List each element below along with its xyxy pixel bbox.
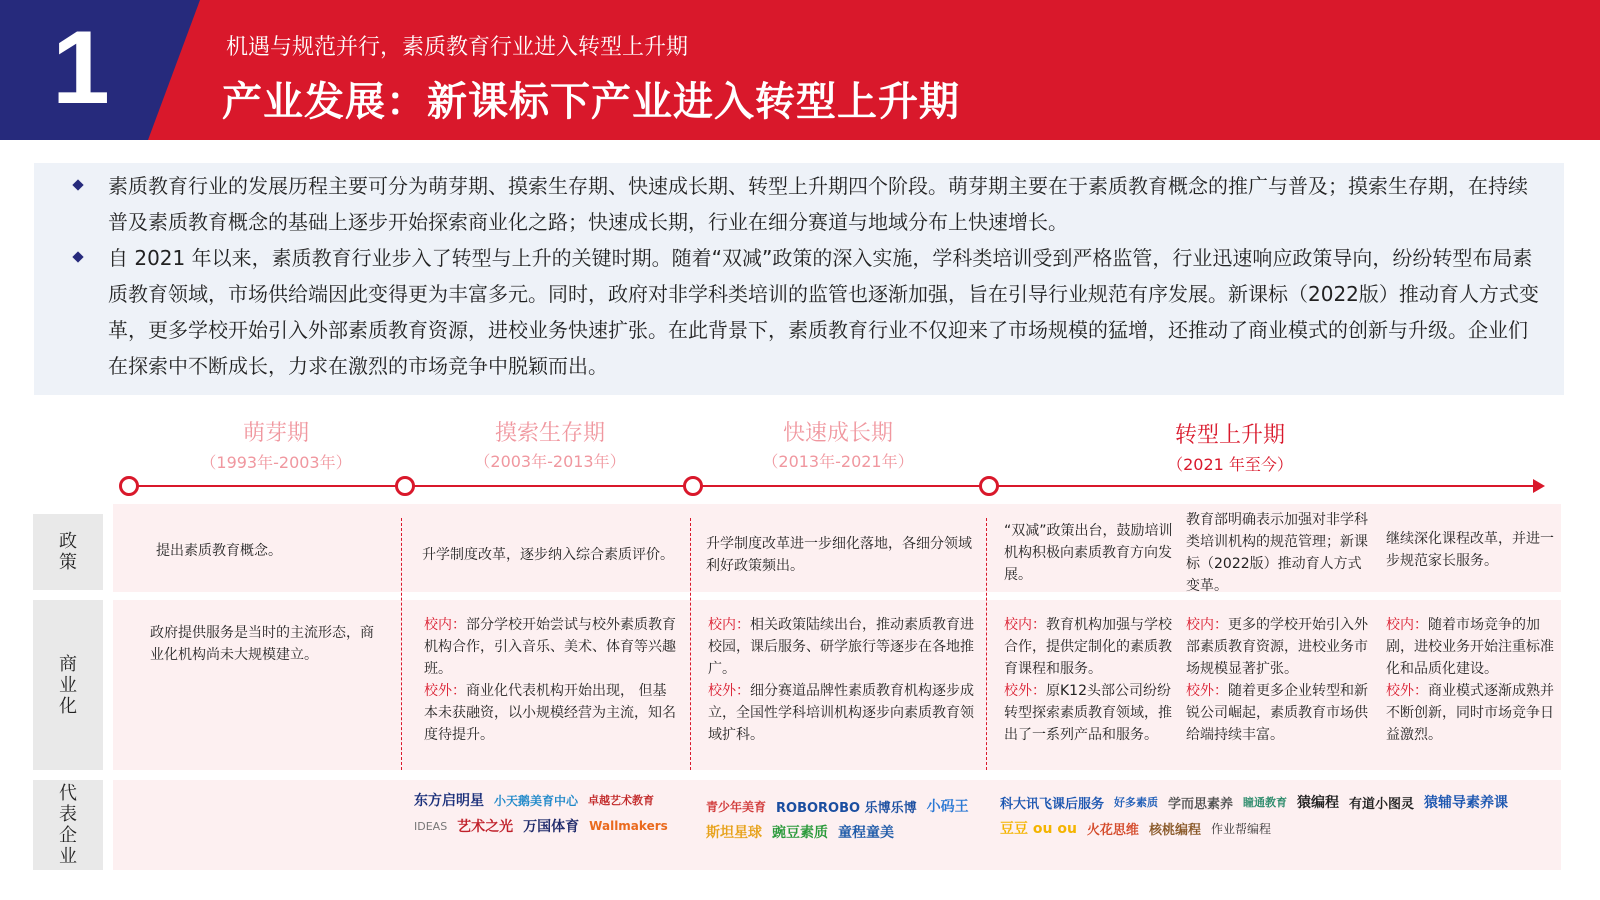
company-logo: 卓越艺术教育	[588, 794, 655, 807]
company-logo: 艺术之光	[457, 819, 514, 835]
policy-cell: 教育部明确表示加强对非学科类培训机构的规范管理；新课标（2022版）推动育人方式变革。	[1186, 512, 1368, 594]
stage-period-2: （2003年-2013年）	[474, 452, 626, 471]
school-in-text: 校内：教育机构加强与学校合作，提供定制化的素质教育课程和服务。	[1004, 617, 1172, 677]
school-out-text: 校外：原K12头部公司纷纷转型探索素质教育领域，推出了一系列产品和服务。	[1004, 683, 1172, 743]
stage-name-2: 摸索生存期	[494, 421, 605, 446]
stage-name-4: 转型上升期	[1174, 423, 1285, 448]
company-logo: 猿辅导素养课	[1424, 795, 1509, 811]
school-out-text: 校外：随着更多企业转型和新锐公司崛起，素质教育市场供给端持续丰富。	[1186, 683, 1368, 743]
school-in-text: 校内：部分学校开始尝试与校外素质教育机构合作，引入音乐、美术、体育等兴趣班。	[424, 617, 676, 677]
row-label-commercial: 商业化	[33, 600, 103, 770]
company-logo: IDEAS	[414, 819, 448, 833]
stage-name-3: 快速成长期	[782, 421, 893, 446]
company-logo: 童程童美	[838, 825, 894, 841]
company-logos-stage2	[414, 790, 686, 836]
commercial-cell	[1004, 614, 1174, 746]
policy-cell: “双减”政策出台，鼓励培训机构积极向素质教育方向发展。	[1004, 523, 1173, 583]
policy-cell: 提出素质教育概念。	[156, 543, 282, 559]
company-logo: 猿编程	[1297, 795, 1340, 811]
stage-divider	[690, 518, 691, 770]
policy-cell: 升学制度改革进一步细化落地，各细分领域利好政策频出。	[706, 536, 972, 574]
stage-period-4: （2021 年至今）	[1167, 455, 1293, 474]
commercial-cell: 政府提供服务是当时的主流形态，商业化机构尚未大规模建立。	[150, 625, 374, 663]
page-title: 产业发展：新课标下产业进入转型上升期	[222, 79, 960, 125]
timeline-dot	[979, 476, 999, 496]
timeline-dot	[683, 476, 703, 496]
stage-name-1: 萌芽期	[242, 421, 309, 446]
intro-bullet-1: 素质教育行业的发展历程主要可分为萌芽期、摸索生存期、快速成长期、转型上升期四个阶段。萌芽期主要在于素质教育概念的推广与普及；摸索生存期，在持续普及素质教育概念的基础上逐步开始探索商业化之路；快速成长期，行业在细分赛道与地域分布上快速增长。	[70, 168, 1540, 240]
stage-divider	[986, 518, 987, 770]
intro-bullet-2: 自 2021 年以来，素质教育行业步入了转型与上升的关键时期。随着“双减”政策的深入实施，学科类培训受到严格监管，行业迅速响应政策导向，纷纷转型布局素质教育领域，市场供给端因此变得更为丰富多元。同时，政府对非学科类培训的监管也逐渐加强，旨在引导行业规范有序发展。新课标（2022版）推动育人方式变革，更多学校开始引入外部素质教育资源，进校业务快速扩张。在此背景下，素质教育行业不仅迎来了市场规模的猛增，还推动了商业模式的创新与升级。企业们在探索中不断成长，力求在激烈的市场竞争中脱颖而出。	[70, 240, 1540, 384]
company-logo: Wallmakers	[589, 819, 668, 833]
school-in-text: 校内：随着市场竞争的加剧，进校业务开始注重标准化和品质化建设。	[1386, 617, 1554, 677]
company-logo: 作业帮编程	[1210, 821, 1271, 836]
company-logos-stage4	[1000, 792, 1556, 838]
header-subtitle: 机遇与规范并行，素质教育行业进入转型上升期	[226, 35, 689, 60]
commercial-cell	[1186, 614, 1372, 746]
row-label-companies: 代表企业	[33, 780, 103, 870]
company-logo: 小码王	[926, 799, 969, 815]
company-logo: 火花思维	[1086, 822, 1139, 838]
company-logo: ROBOROBO 乐博乐博	[776, 800, 917, 816]
company-logo: 瞳通教育	[1243, 796, 1288, 809]
section-number: 1	[52, 10, 110, 126]
stage-period-1: （1993年-2003年）	[200, 453, 352, 472]
company-logo: 核桃编程	[1148, 822, 1201, 838]
row-label-policy: 政策	[33, 514, 103, 590]
company-logo: 小天鹅美育中心	[494, 793, 579, 808]
company-logos-stage3	[706, 796, 982, 842]
commercial-cell	[708, 614, 980, 746]
timeline-arrow-icon	[1533, 479, 1545, 493]
stage-divider	[401, 518, 402, 770]
company-logo: 万国体育	[523, 819, 580, 835]
company-logo: 豌豆素质	[772, 825, 828, 841]
school-in-text: 校内：相关政策陆续出台，推动素质教育进校园，课后服务、研学旅行等逐步在各地推广。	[708, 617, 974, 677]
school-out-text: 校外：商业化代表机构开始出现， 但基本未获融资，以小规模经营为主流，知名度待提升。	[424, 683, 676, 743]
school-out-text: 校外：细分赛道品牌性素质教育机构逐步成立，全国性学科培训机构逐步向素质教育领域扩科。	[708, 683, 974, 743]
stage-period-3: （2013年-2021年）	[762, 452, 914, 471]
timeline-dot	[395, 476, 415, 496]
school-in-text: 校内：更多的学校开始引入外部素质教育资源，进校业务市场规模显著扩张。	[1186, 617, 1368, 677]
timeline-line	[128, 485, 1538, 487]
company-logo: 东方启明星	[414, 793, 484, 809]
company-logo: 青少年美育	[706, 799, 767, 814]
company-logo: 有道小图灵	[1349, 796, 1415, 812]
company-logo: 科大讯飞课后服务	[1000, 796, 1105, 812]
policy-cell: 继续深化课程改革，并进一步规范家长服务。	[1386, 531, 1554, 569]
commercial-cell	[1386, 614, 1556, 746]
company-logo: 斯坦星球	[706, 825, 762, 841]
timeline-dot	[119, 476, 139, 496]
commercial-cell	[424, 614, 680, 746]
policy-cell: 升学制度改革，逐步纳入综合素质评价。	[422, 547, 674, 563]
company-logo: 学而思素养	[1168, 796, 1234, 812]
school-out-text: 校外：商业模式逐渐成熟并不断创新，同时市场竞争日益激烈。	[1386, 683, 1554, 743]
company-logo: 好多素质	[1114, 796, 1159, 809]
company-logo: 豆豆 ou ou	[1000, 821, 1077, 837]
